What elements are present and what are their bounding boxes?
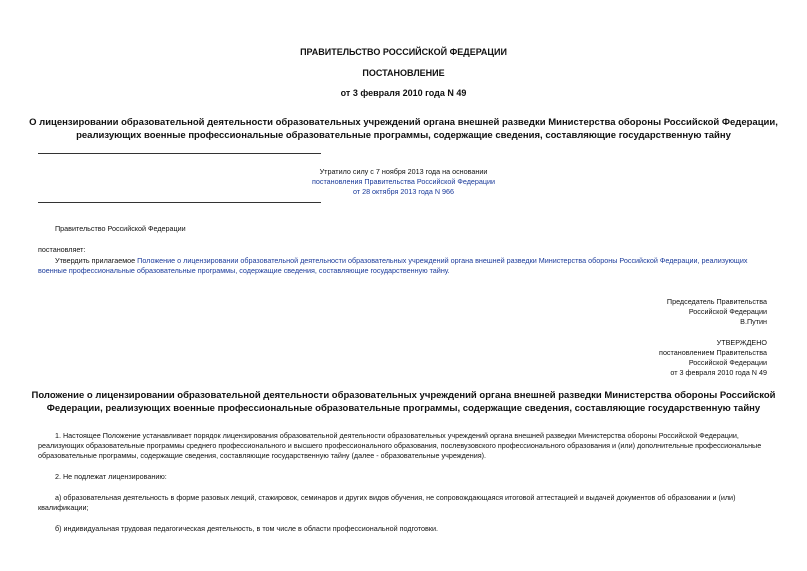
approve-paragraph — [55, 256, 768, 266]
document-type: ПОСТАНОВЛЕНИЕ — [362, 68, 445, 78]
regulation-link-continued[interactable]: военные профессиональные образовательные программы, содержащие сведения, составляющие государственную тайну. — [38, 266, 450, 275]
signature-country: Российской Федерации — [688, 307, 767, 316]
approved-country: Российской Федерации — [688, 358, 767, 367]
issuer-text: Правительство Российской Федерации — [55, 224, 186, 233]
document-title-line2: реализующих военные профессиональные образовательные программы, содержащие сведения, составляющие государственную тайну — [76, 130, 731, 141]
paragraph-1-line3: образовательные программы, содержащие сведения, составляющие государственную тайну (далее - образовательные учреждения). — [38, 451, 487, 460]
status-note-link-line1[interactable]: постановления Правительства Российской Федерации — [311, 177, 496, 186]
signature-position: Председатель Правительства — [666, 297, 767, 306]
regulation-title-line1: Положение о лицензировании образовательной деятельности образовательных учреждений органа внешней разведки Министерства обороны Российской — [31, 390, 776, 401]
regulation-title-line2: Федерации, реализующих военные профессиональные образовательные программы, содержащие сведения, составляющие государственную тайну — [46, 403, 761, 414]
government-heading: ПРАВИТЕЛЬСТВО РОССИЙСКОЙ ФЕДЕРАЦИИ — [300, 47, 507, 57]
divider-bottom — [38, 202, 321, 203]
document-date-number: от 3 февраля 2010 года N 49 — [340, 88, 467, 98]
approved-label: УТВЕРЖДЕНО — [716, 338, 767, 347]
paragraph-a-line2: квалификации; — [38, 503, 89, 512]
decides-text: постановляет: — [38, 245, 86, 254]
approved-date: от 3 февраля 2010 года N 49 — [670, 368, 767, 377]
approve-prefix: Утвердить прилагаемое — [55, 256, 136, 265]
approved-by: постановлением Правительства — [659, 348, 767, 357]
paragraph-a-line1: а) образовательная деятельность в форме разовых лекций, стажировок, семинаров и других видов обучения, не сопровождающаяся итоговой аттестацией и выдачей документов об образовании и (или) — [55, 493, 736, 502]
status-note-text: Утратило силу с 7 ноября 2013 года на основании — [319, 167, 488, 176]
signature-name: В.Путин — [740, 317, 767, 326]
divider-top — [38, 153, 321, 154]
paragraph-2: 2. Не подлежат лицензированию: — [55, 472, 167, 481]
status-note-link-line2[interactable]: от 28 октября 2013 года N 966 — [352, 187, 455, 196]
document-title-line1: О лицензировании образовательной деятельности образовательных учреждений органа внешней разведки Министерства обороны Российской Федерации, — [29, 117, 778, 128]
paragraph-1-line1: 1. Настоящее Положение устанавливает порядок лицензирования образовательной деятельности образовательных учреждений органа внешней разведки Министерства обороны Российской Федерации, — [55, 431, 739, 440]
paragraph-b: б) индивидуальная трудовая педагогическая деятельность, в том числе в области профессиональной подготовки. — [55, 524, 439, 533]
paragraph-1-line2: реализующих образовательные программы среднего профессионального и высшего профессионального образования, послевузовского профессионального образования и (или) дополнительные профессиональные — [38, 441, 762, 450]
regulation-link[interactable]: Положение о лицензировании образовательной деятельности образовательных учреждений органа внешней разведки Министерства обороны Российской Федерации, реализующих — [137, 256, 748, 265]
